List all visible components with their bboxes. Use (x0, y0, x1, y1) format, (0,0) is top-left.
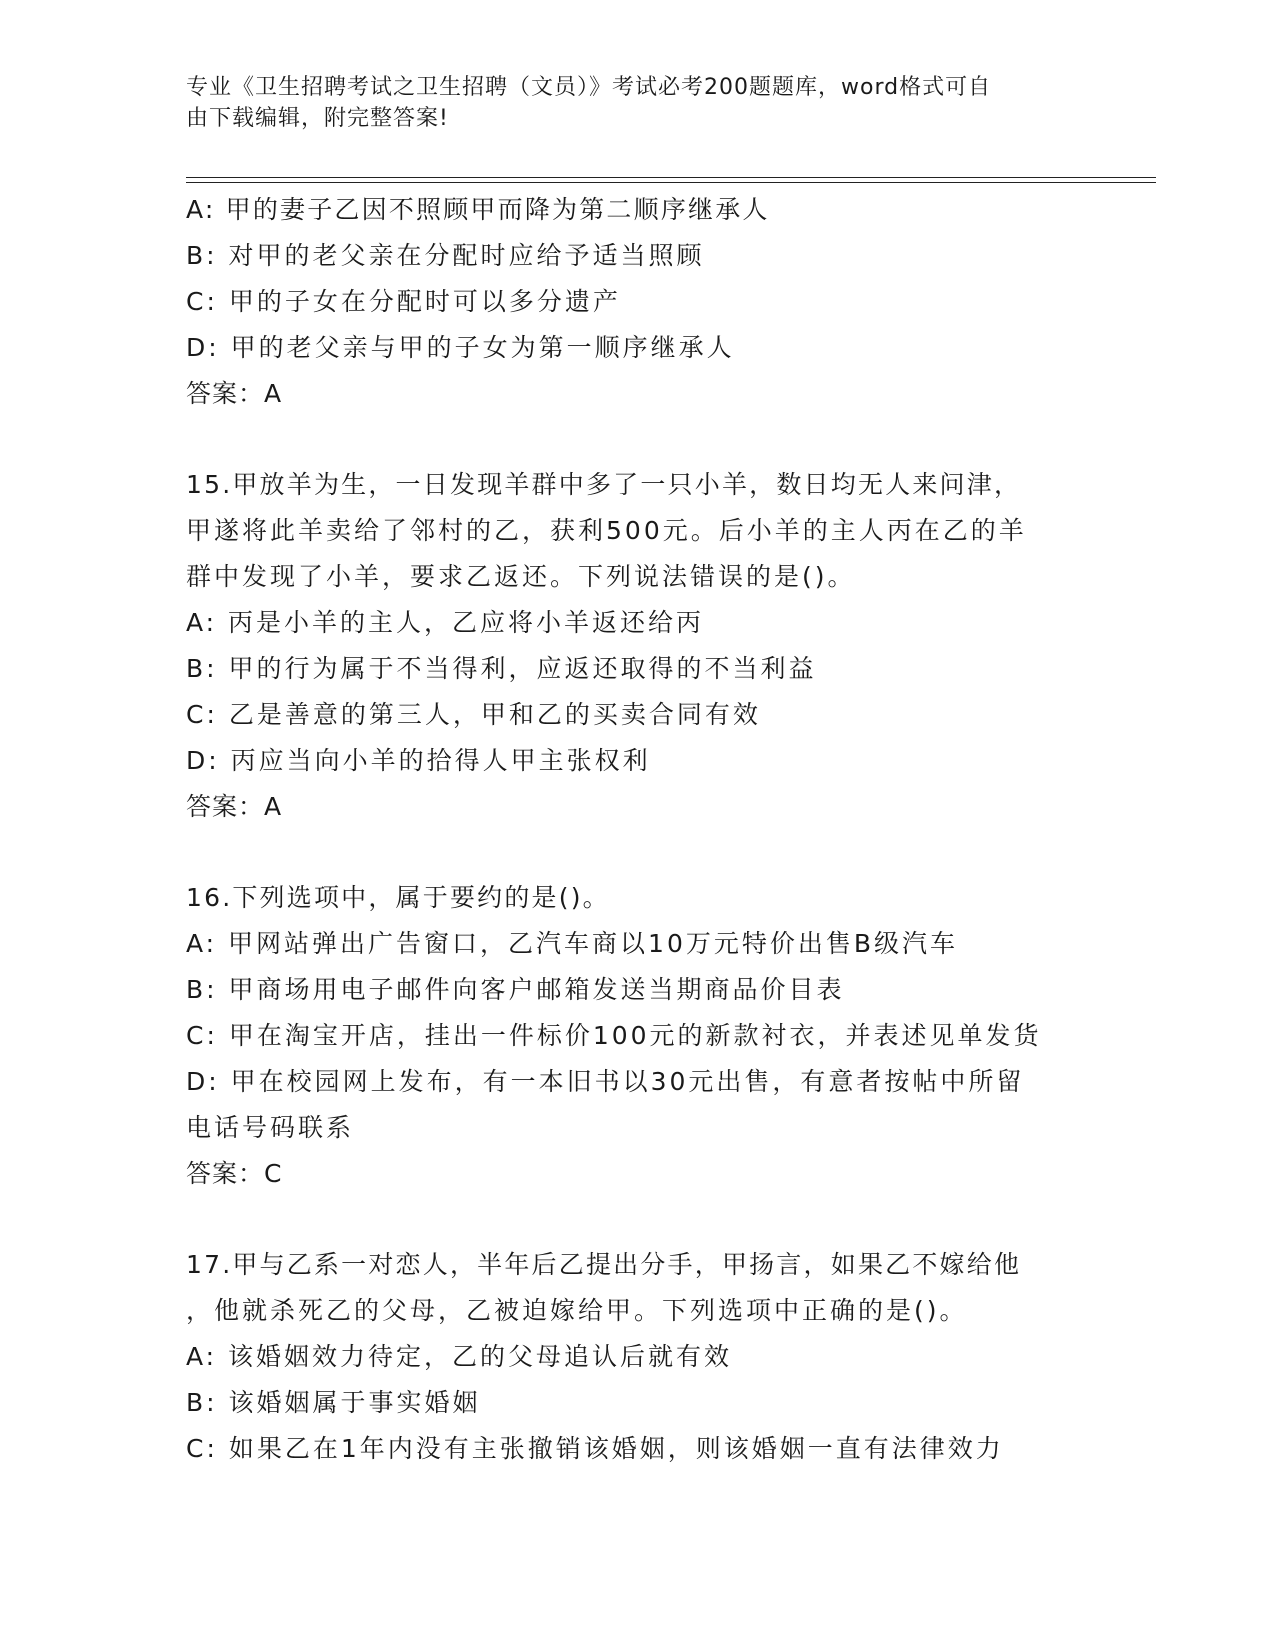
question-16 (186, 875, 1086, 1197)
question-15 (186, 462, 1086, 830)
answer-line: 答案：C (186, 1159, 283, 1188)
option-a: A: 甲网站弹出广告窗口，乙汽车商以10万元特价出售B级汽车 (186, 929, 958, 958)
question-14 (186, 187, 1086, 417)
header-title-line-1: 专业《卫生招聘考试之卫生招聘（文员）》考试必考200题题库，word格式可自 (186, 75, 992, 100)
question-stem-line: 17.甲与乙系一对恋人，半年后乙提出分手，甲扬言，如果乙不嫁给他 (186, 1250, 1022, 1279)
option-c: C: 甲在淘宝开店，挂出一件标价100元的新款衬衣，并表述见单发货 (186, 1021, 1042, 1050)
option-d: D: 甲在校园网上发布，有一本旧书以30元出售，有意者按帖中所留 (186, 1067, 1025, 1096)
question-stem-line: 群中发现了小羊，要求乙返还。下列说法错误的是()。 (186, 562, 856, 591)
option-b: B: 甲的行为属于不当得利，应返还取得的不当利益 (186, 654, 817, 683)
option-b: B: 对甲的老父亲在分配时应给予适当照顾 (186, 241, 705, 270)
option-b: B: 该婚姻属于事实婚姻 (186, 1388, 481, 1417)
header-divider-top (186, 177, 1156, 178)
question-spacer (186, 830, 1086, 875)
option-d: D: 丙应当向小羊的拾得人甲主张权利 (186, 746, 651, 775)
option-a: A: 该婚姻效力待定，乙的父母追认后就有效 (186, 1342, 733, 1371)
option-c: C: 如果乙在1年内没有主张撤销该婚姻，则该婚姻一直有法律效力 (186, 1434, 1004, 1463)
question-stem-line: 15.甲放羊为生，一日发现羊群中多了一只小羊，数日均无人来问津， (186, 470, 1022, 499)
question-17 (186, 1242, 1086, 1472)
question-stem-line: ，他就杀死乙的父母，乙被迫嫁给甲。下列选项中正确的是()。 (186, 1296, 968, 1325)
option-d: D: 甲的老父亲与甲的子女为第一顺序继承人 (186, 333, 735, 362)
option-a: A: 甲的妻子乙因不照顾甲而降为第二顺序继承人 (186, 195, 770, 224)
option-a: A: 丙是小羊的主人，乙应将小羊返还给丙 (186, 608, 705, 637)
document-header (186, 72, 1066, 134)
question-stem-line: 甲遂将此羊卖给了邻村的乙，获利500元。后小羊的主人丙在乙的羊 (186, 516, 1027, 545)
question-stem-line: 16.下列选项中，属于要约的是()。 (186, 883, 610, 912)
option-b: B: 甲商场用电子邮件向客户邮箱发送当期商品价目表 (186, 975, 845, 1004)
option-c: C: 甲的子女在分配时可以多分遗产 (186, 287, 621, 316)
header-title-line-2: 由下载编辑，附完整答案! (186, 106, 449, 131)
question-spacer (186, 1197, 1086, 1242)
option-d-continued: 电话号码联系 (186, 1113, 355, 1142)
document-body (186, 187, 1086, 1472)
header-divider-bottom (186, 182, 1156, 183)
answer-line: 答案：A (186, 792, 283, 821)
option-c: C: 乙是善意的第三人，甲和乙的买卖合同有效 (186, 700, 761, 729)
question-spacer (186, 417, 1086, 462)
answer-line: 答案：A (186, 379, 283, 408)
